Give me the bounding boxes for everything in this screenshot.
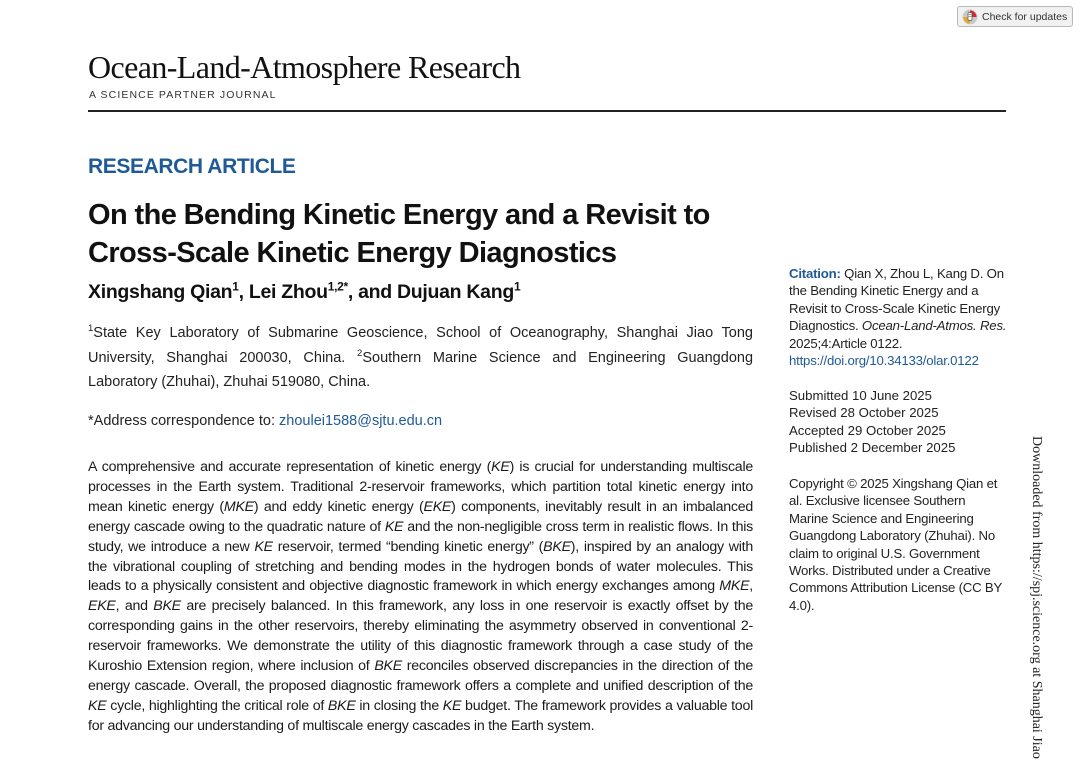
citation-journal: Ocean-Land-Atmos. Res. bbox=[861, 318, 1007, 334]
abstract-term: MKE bbox=[719, 578, 750, 595]
abstract-text: ) and eddy kinetic energy ( bbox=[253, 498, 424, 515]
author-separator: , bbox=[238, 281, 249, 303]
affiliation-1: State Key Laboratory of Submarine Geoscience, School of Oceanography, Shanghai Jiao Tong University, Shanghai 200030, China. bbox=[88, 325, 753, 366]
doi-link[interactable]: https://doi.org/10.34133/olar.0122 bbox=[789, 353, 979, 369]
article-type: RESEARCH ARTICLE bbox=[88, 155, 296, 178]
abstract-text: , bbox=[749, 578, 753, 595]
affiliation-marker: 2 bbox=[357, 347, 363, 359]
abstract-term: EKE bbox=[423, 498, 452, 515]
accepted-date: Accepted 29 October 2025 bbox=[789, 422, 946, 438]
abstract-text: ) components, inevitably result in an imbalanced energy cascade owing to the quadratic nature of bbox=[88, 498, 753, 535]
abstract-text: in closing the bbox=[355, 697, 443, 714]
abstract-term: BKE bbox=[374, 658, 402, 675]
abstract-text: reconciles observed discrepancies in the direction of the energy cascade. Overall, the proposed diagnostic framework offers a complete and unified description of the bbox=[88, 658, 754, 694]
abstract-text: ), inspired by an analogy with the vibrational coupling of stretching and bending modes in the hydrogen bonds of water molecules. This leads to a physically consistent and objective diagnostic framework in which energy exchanges among bbox=[88, 538, 753, 595]
abstract-term: MKE bbox=[223, 498, 254, 515]
correspondence-email-link[interactable]: zhoulei1588@sjtu.edu.cn bbox=[279, 413, 443, 429]
correspondence bbox=[88, 413, 442, 429]
author-separator: , and bbox=[347, 281, 397, 303]
abstract-term: BKE bbox=[327, 697, 356, 714]
abstract-text: , and bbox=[115, 598, 154, 615]
abstract-term: KE bbox=[88, 697, 107, 714]
check-for-updates-label: Check for updates bbox=[982, 10, 1068, 23]
copyright-notice: Copyright © 2025 Xingshang Qian et al. Exclusive licensee Southern Marine Science and Engineering Guangdong Laboratory (Zhuhai). No claim to original U.S. Government Works. Distributed under a Creative Commons Attribution License (CC BY 4.0). bbox=[789, 476, 1002, 613]
abstract-term: KE bbox=[384, 518, 404, 535]
crossmark-icon bbox=[962, 9, 978, 25]
submitted-date: Submitted 10 June 2025 bbox=[789, 388, 932, 403]
author-name: Xingshang Qian bbox=[88, 281, 233, 303]
correspondence-label: *Address correspondence to: bbox=[88, 413, 280, 429]
author-affiliation-marker: 1 bbox=[513, 279, 521, 294]
author-name: Lei Zhou bbox=[248, 281, 328, 303]
article-dates bbox=[789, 387, 955, 457]
abstract bbox=[88, 458, 753, 737]
journal-title: Ocean-Land-Atmosphere Research bbox=[88, 49, 521, 85]
affiliation-marker: 1 bbox=[88, 323, 94, 335]
citation-text: Qian X, Zhou L, Kang D. On the Bending Kinetic Energy and a Revisit to Cross-Scale Kinetic Energy Diagnostics. bbox=[789, 266, 1004, 334]
published-date: Published 2 December 2025 bbox=[789, 440, 956, 456]
author-affiliation-marker: 1 bbox=[232, 279, 239, 294]
author-affiliation-marker: 1,2* bbox=[327, 279, 348, 294]
abstract-text: and the non-negligible cross term in realistic flows. In this study, we introduce a new bbox=[88, 518, 753, 555]
abstract-text: budget. The framework provides a valuable tool for advancing our understanding of multiscale energy cascades in the Earth system. bbox=[88, 697, 753, 734]
abstract-text: are precisely balanced. In this framework, any loss in one reservoir is exactly offset by the corresponding gains in the other reservoirs, thereby eliminating the asymmetry observed in conventional 2-reservoir frameworks. We demonstrate the utility of this diagnostic framework through a case study of the Kuroshio Extension region, where inclusion of bbox=[88, 598, 753, 675]
journal-tagline: A SCIENCE PARTNER JOURNAL bbox=[89, 89, 277, 101]
abstract-term: EKE bbox=[88, 598, 116, 615]
abstract-text: ) is crucial for understanding multiscale processes in the Earth system. Traditional 2-reservoir frameworks, which partition total kinetic energy into mean kinetic energy ( bbox=[88, 459, 753, 515]
citation-block bbox=[789, 265, 1007, 369]
affiliation-2: Southern Marine Science and Engineering Guangdong Laboratory (Zhuhai), Zhuhai 519080, China. bbox=[88, 349, 754, 390]
citation-volume: 2025;4:Article 0122. bbox=[789, 335, 903, 351]
author-name: Dujuan Kang bbox=[396, 281, 514, 303]
abstract-text: reservoir, termed “bending kinetic energy” ( bbox=[272, 538, 544, 555]
abstract-text: A comprehensive and accurate representation of kinetic energy ( bbox=[88, 459, 492, 475]
abstract-term: KE bbox=[442, 697, 462, 714]
header-divider bbox=[88, 110, 1006, 112]
article-title: On the Bending Kinetic Energy and a Revisit to Cross-Scale Kinetic Energy Diagnostics bbox=[88, 199, 710, 269]
abstract-term: KE bbox=[254, 538, 273, 555]
abstract-text: cycle, highlighting the critical role of bbox=[106, 697, 328, 714]
author-list bbox=[88, 281, 520, 304]
revised-date: Revised 28 October 2025 bbox=[789, 405, 939, 421]
abstract-term: KE bbox=[491, 459, 510, 475]
check-for-updates-button[interactable] bbox=[957, 6, 1073, 27]
abstract-term: BKE bbox=[543, 538, 571, 555]
affiliations bbox=[88, 321, 753, 395]
download-watermark: Downloaded from https://spj.science.org at Shanghai Jiao bbox=[1029, 436, 1044, 759]
abstract-term: BKE bbox=[153, 598, 181, 615]
citation-label: Citation: bbox=[789, 266, 841, 281]
